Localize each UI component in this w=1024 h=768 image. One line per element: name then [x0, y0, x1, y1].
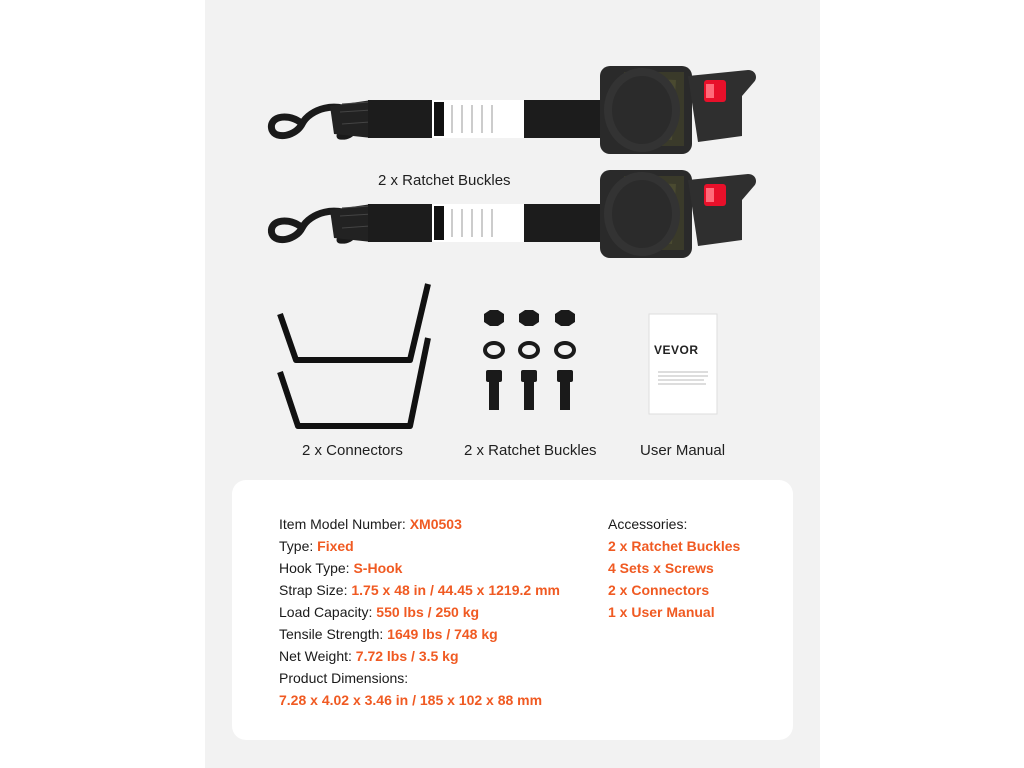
spec-item-model: Item Model Number: XM0503: [279, 516, 462, 532]
caption-connectors: 2 x Connectors: [302, 442, 403, 459]
spec-tensile-strength: Tensile Strength: 1649 lbs / 748 kg: [279, 626, 498, 642]
spec-list: [279, 513, 599, 711]
caption-hardware: 2 x Ratchet Buckles: [464, 442, 597, 459]
accessory-item: 2 x Connectors: [608, 582, 710, 598]
spec-net-weight: Net Weight: 7.72 lbs / 3.5 kg: [279, 648, 459, 664]
spec-strap-size: Strap Size: 1.75 x 48 in / 44.45 x 1219.2 mm: [279, 582, 560, 598]
spec-dimensions-label: Product Dimensions:: [279, 670, 409, 686]
accessory-item: 1 x User Manual: [608, 604, 715, 620]
accessory-item: 2 x Ratchet Buckles: [608, 538, 741, 554]
accessories-list: [608, 513, 740, 623]
caption-user-manual: User Manual: [640, 442, 726, 459]
accessories-title: Accessories:: [608, 516, 688, 532]
spec-hook-type: Hook Type: S-Hook: [279, 560, 403, 576]
caption-ratchet-buckles: 2 x Ratchet Buckles: [378, 172, 511, 189]
spec-dimensions-value: 7.28 x 4.02 x 3.46 in / 185 x 102 x 88 mm: [279, 692, 543, 708]
manual-brand: VEVOR: [654, 343, 699, 357]
accessory-item: 4 Sets x Screws: [608, 560, 714, 576]
spec-type: Type: Fixed: [279, 538, 354, 554]
spec-load-capacity: Load Capacity: 550 lbs / 250 kg: [279, 604, 480, 620]
